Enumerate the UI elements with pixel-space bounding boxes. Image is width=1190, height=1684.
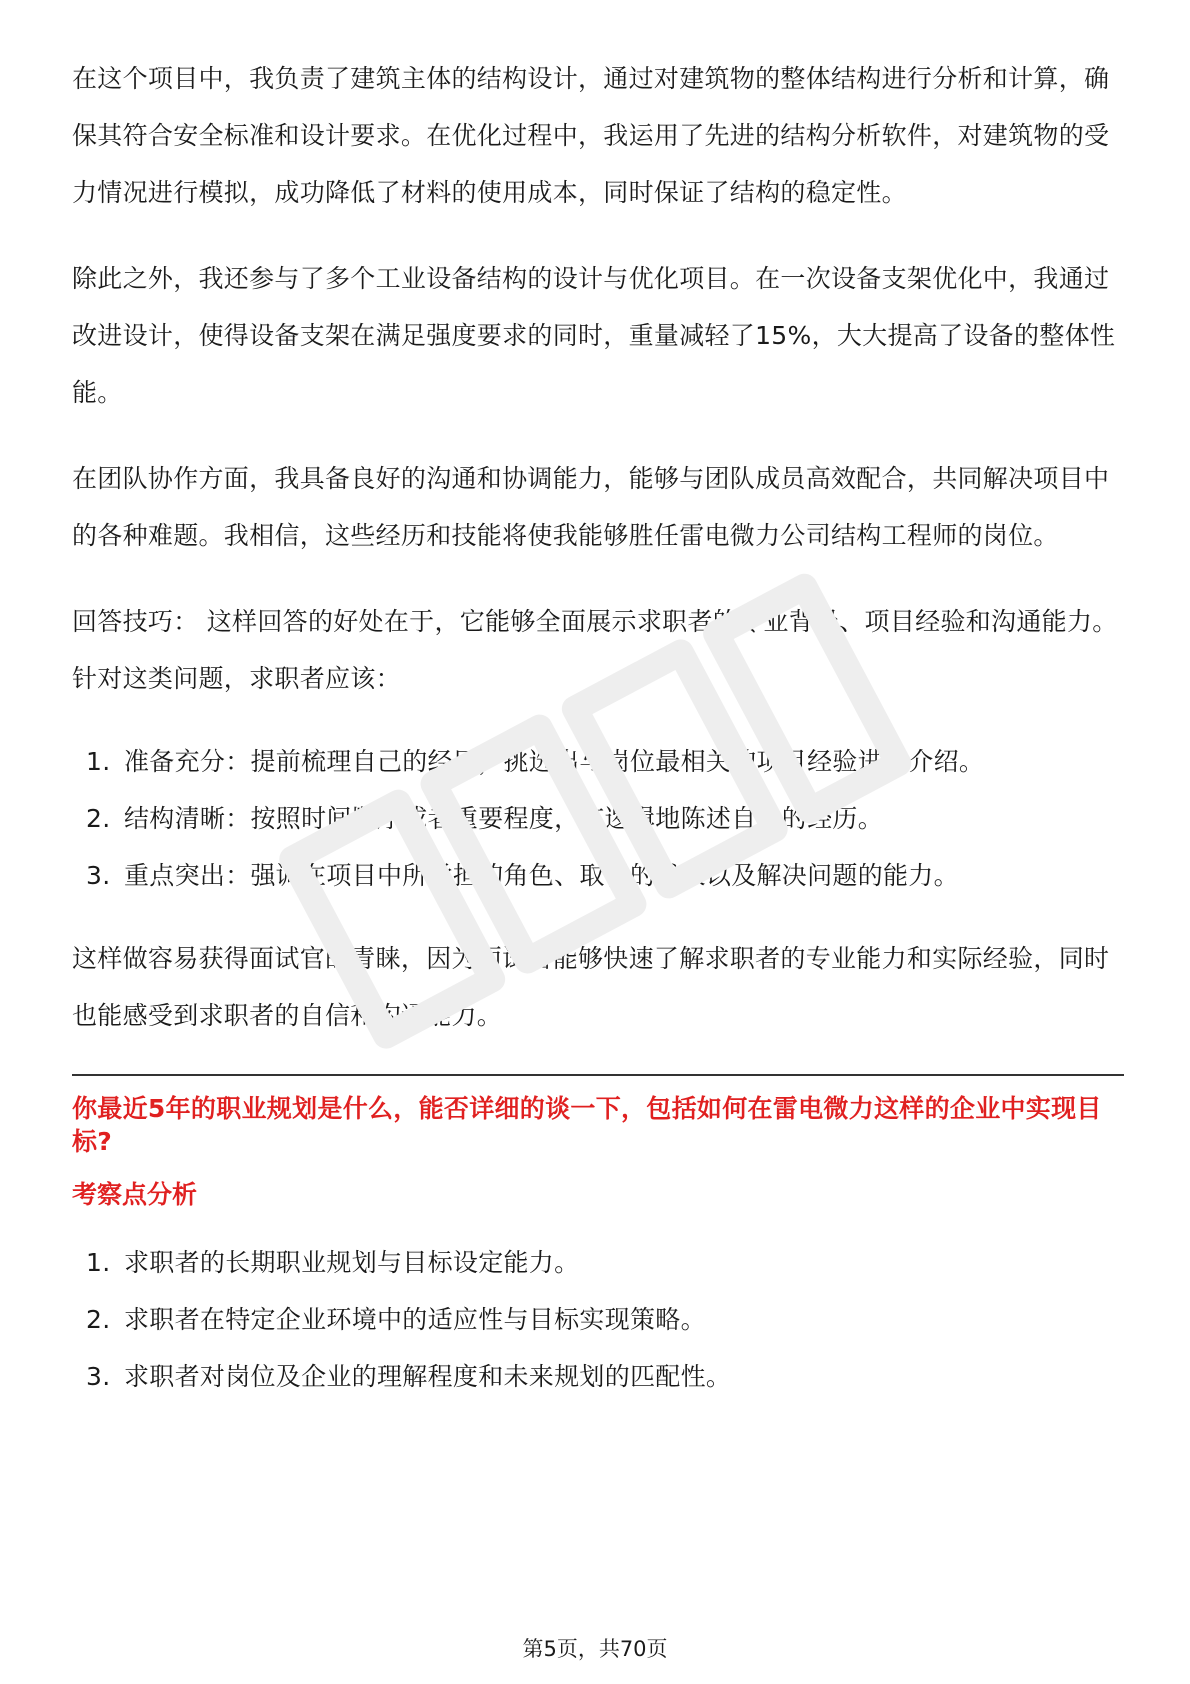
list-item-number: 3.	[86, 1362, 111, 1391]
body-paragraph-1: 在这个项目中，我负责了建筑主体的结构设计，通过对建筑物的整体结构进行分析和计算，确保其符合安全标准和设计要求。在优化过程中，我运用了先进的结构分析软件，对建筑物的受力情况进行模拟，成功降低了材料的使用成本，同时保证了结构的稳定性。	[72, 64, 1110, 207]
document-page	[72, 50, 1124, 1405]
list-item	[72, 847, 1124, 904]
list-item-number: 1.	[86, 747, 111, 776]
list-item-text: 求职者对岗位及企业的理解程度和未来规划的匹配性。	[124, 1362, 732, 1391]
answer-tips-intro: 回答技巧： 这样回答的好处在于，它能够全面展示求职者的专业背景、项目经验和沟通能力。针对这类问题，求职者应该：	[72, 607, 1118, 693]
closing-paragraph: 这样做容易获得面试官的青睐，因为面试官能够快速了解求职者的专业能力和实际经验，同时也能感受到求职者的自信和沟通能力。	[72, 944, 1110, 1030]
tips-list	[72, 733, 1124, 904]
analysis-list	[72, 1234, 1124, 1405]
list-item	[72, 733, 1124, 790]
question-heading: 你最近5年的职业规划是什么，能否详细的谈一下，包括如何在雷电微力这样的企业中实现目标?	[72, 1094, 1102, 1156]
list-item-text: 结构清晰：按照时间顺序或者重要程度，有逻辑地陈述自己的经历。	[124, 804, 884, 833]
list-item-text: 准备充分：提前梳理自己的经历，挑选出与岗位最相关的项目经验进行介绍。	[124, 747, 985, 776]
list-item	[72, 1348, 1124, 1405]
body-paragraph-2: 除此之外，我还参与了多个工业设备结构的设计与优化项目。在一次设备支架优化中，我通过改进设计，使得设备支架在满足强度要求的同时，重量减轻了15%，大大提高了设备的整体性能。	[72, 264, 1116, 407]
list-item-number: 2.	[86, 1305, 111, 1334]
list-item-text: 求职者在特定企业环境中的适应性与目标实现策略。	[124, 1305, 706, 1334]
list-item	[72, 1234, 1124, 1291]
list-item	[72, 1291, 1124, 1348]
list-item-text: 求职者的长期职业规划与目标设定能力。	[124, 1248, 580, 1277]
analysis-heading: 考察点分析	[72, 1180, 198, 1209]
list-item	[72, 790, 1124, 847]
page-footer: 第5页，共70页	[522, 1637, 668, 1661]
list-item-number: 2.	[86, 804, 111, 833]
list-item-text: 重点突出：强调在项目中所承担的角色、取得的成果以及解决问题的能力。	[124, 861, 959, 890]
body-paragraph-3: 在团队协作方面，我具备良好的沟通和协调能力，能够与团队成员高效配合，共同解决项目中的各种难题。我相信，这些经历和技能将使我能够胜任雷电微力公司结构工程师的岗位。	[72, 464, 1110, 550]
list-item-number: 1.	[86, 1248, 111, 1277]
list-item-number: 3.	[86, 861, 111, 890]
